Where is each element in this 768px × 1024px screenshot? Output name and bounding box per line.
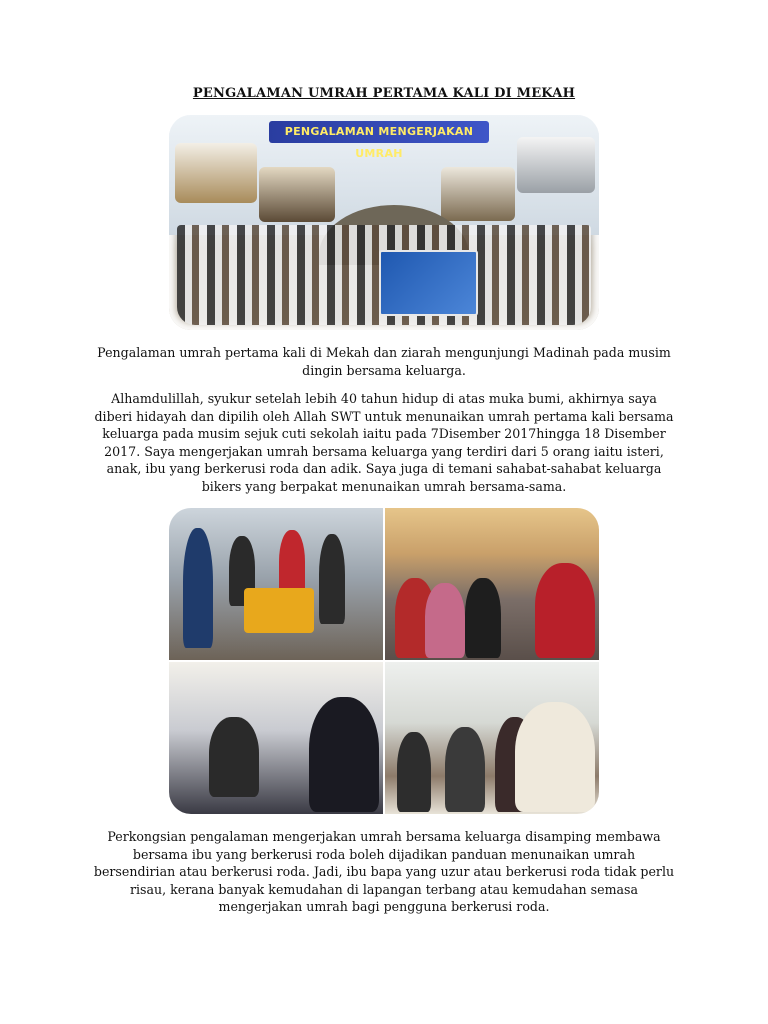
person-figure bbox=[425, 583, 465, 658]
hero-thumb-right-1 bbox=[441, 167, 515, 221]
hero-thumb-left-1 bbox=[175, 143, 257, 203]
hero-sign-board bbox=[379, 250, 478, 316]
person-figure bbox=[183, 528, 213, 648]
person-figure bbox=[209, 717, 259, 797]
hero-banner-text: PENGALAMAN MENGERJAKAN UMRAH bbox=[269, 121, 489, 143]
person-figure bbox=[445, 727, 485, 812]
hero-group-photo bbox=[169, 115, 599, 330]
person-figure bbox=[465, 578, 501, 658]
luggage-stack bbox=[244, 588, 314, 633]
hero-thumb-left-2 bbox=[259, 167, 335, 222]
person-figure bbox=[397, 732, 431, 812]
paragraph-1: Alhamdulillah, syukur setelah lebih 40 tahun hidup di atas muka bumi, akhirnya saya diberi hidayah dan dipilih oleh Allah SWT untuk menunaikan umrah pertama kali bersama keluarga pada musim sejuk cuti sekolah iaitu pada 7Disember 2017hingga 18 Disember 2017. Saya mengerjakan umrah bersama keluarga yang terdiri dari 5 orang iaitu isteri, anak, ibu yang berkerusi roda dan adik. Saya juga di temani sahabat-sahabat keluarga bikers yang berpakat menunaikan umrah bersama-sama. bbox=[94, 391, 674, 494]
person-figure bbox=[515, 702, 595, 812]
person-figure bbox=[309, 697, 379, 812]
paragraph-2: Perkongsian pengalaman mengerjakan umrah bersama keluarga disamping membawa bersama ibu yang berkerusi roda boleh dijadikan panduan menunaikan umrah bersendirian atau berkerusi roda. Jadi, ibu bapa yang uzur atau berkerusi roda tidak perlu risau, kerana banyak kemudahan di lapangan terbang atau kemudahan semasa mengerjakan umrah bagi pengguna berkerusi roda. bbox=[93, 829, 675, 915]
photo-airport-trolley bbox=[169, 508, 383, 660]
photo-airport-waiting-hall bbox=[385, 508, 599, 660]
travel-photo-collage bbox=[169, 508, 599, 814]
hero-thumb-right-2 bbox=[517, 137, 595, 193]
photo-terminal-family bbox=[385, 662, 599, 814]
person-figure bbox=[535, 563, 595, 658]
caption-1: Pengalaman umrah pertama kali di Mekah dan ziarah mengunjungi Madinah pada musim dingin bersama keluarga. bbox=[97, 345, 671, 378]
document-title: PENGALAMAN UMRAH PERTAMA KALI DI MEKAH bbox=[192, 86, 576, 101]
photo-airplane-cabin bbox=[169, 662, 383, 814]
person-figure bbox=[319, 534, 345, 624]
